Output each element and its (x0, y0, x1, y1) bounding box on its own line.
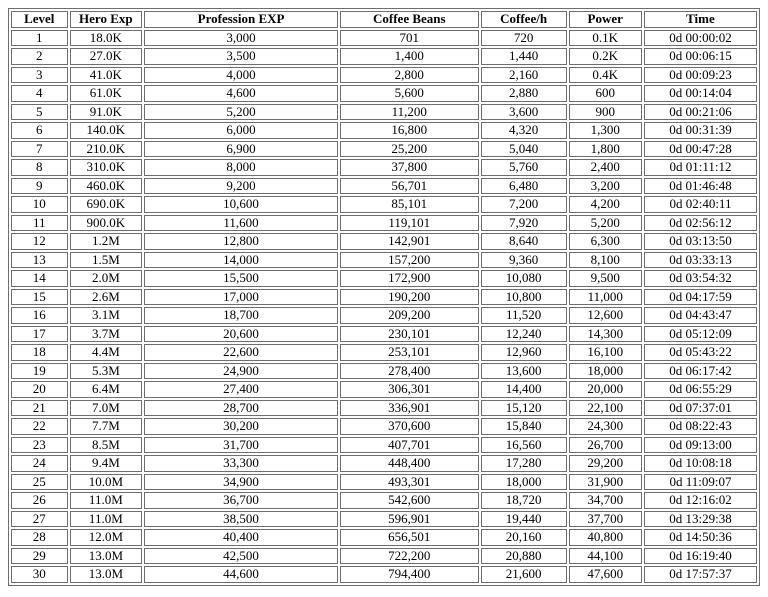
table-cell: 6 (11, 122, 68, 139)
table-cell: 7.0M (70, 400, 143, 417)
table-cell: 4,200 (569, 196, 642, 213)
table-cell: 142,901 (340, 233, 479, 250)
table-row (11, 326, 757, 343)
table-cell: 18,720 (481, 492, 567, 509)
table-cell: 0d 13:29:38 (644, 511, 757, 528)
table-cell: 7.7M (70, 418, 143, 435)
table-cell: 3.1M (70, 307, 143, 324)
table-cell: 30,200 (144, 418, 338, 435)
table-row (11, 159, 757, 176)
table-cell: 2.0M (70, 270, 143, 287)
table-cell: 10,800 (481, 289, 567, 306)
table-cell: 8,000 (144, 159, 338, 176)
table-cell: 0.1K (569, 30, 642, 47)
table-cell: 17 (11, 326, 68, 343)
column-header-time: Time (644, 11, 757, 28)
column-header-coffee-beans: Coffee Beans (340, 11, 479, 28)
table-row (11, 67, 757, 84)
table-cell: 5,600 (340, 85, 479, 102)
table-cell: 56,701 (340, 178, 479, 195)
table-cell: 0d 01:46:48 (644, 178, 757, 195)
table-row (11, 474, 757, 491)
table-cell: 140.0K (70, 122, 143, 139)
table-cell: 8,100 (569, 252, 642, 269)
table-cell: 278,400 (340, 363, 479, 380)
table-cell: 14,000 (144, 252, 338, 269)
table-cell: 0d 05:12:09 (644, 326, 757, 343)
table-cell: 1,800 (569, 141, 642, 158)
table-cell: 41.0K (70, 67, 143, 84)
table-cell: 91.0K (70, 104, 143, 121)
table-cell: 0d 09:13:00 (644, 437, 757, 454)
table-cell: 0d 05:43:22 (644, 344, 757, 361)
table-cell: 0d 14:50:36 (644, 529, 757, 546)
table-cell: 27.0K (70, 48, 143, 65)
table-cell: 36,700 (144, 492, 338, 509)
table-cell: 0d 00:06:15 (644, 48, 757, 65)
table-cell: 0d 00:31:39 (644, 122, 757, 139)
table-cell: 1,440 (481, 48, 567, 65)
table-cell: 157,200 (340, 252, 479, 269)
table-cell: 18,000 (569, 363, 642, 380)
table-cell: 0d 00:00:02 (644, 30, 757, 47)
table-row (11, 104, 757, 121)
table-cell: 0d 04:17:59 (644, 289, 757, 306)
table-cell: 37,700 (569, 511, 642, 528)
table-cell: 20,000 (569, 381, 642, 398)
table-cell: 13.0M (70, 548, 143, 565)
table-cell: 306,301 (340, 381, 479, 398)
table-cell: 15,120 (481, 400, 567, 417)
table-cell: 28 (11, 529, 68, 546)
table-row (11, 566, 757, 583)
column-header-profession-exp: Profession EXP (144, 11, 338, 28)
table-cell: 3,000 (144, 30, 338, 47)
table-row (11, 122, 757, 139)
table-cell: 27 (11, 511, 68, 528)
table-cell: 12,800 (144, 233, 338, 250)
table-cell: 0d 04:43:47 (644, 307, 757, 324)
table-cell: 13.0M (70, 566, 143, 583)
table-cell: 33,300 (144, 455, 338, 472)
table-cell: 40,800 (569, 529, 642, 546)
table-cell: 20 (11, 381, 68, 398)
table-cell: 542,600 (340, 492, 479, 509)
table-row (11, 141, 757, 158)
table-cell: 5,760 (481, 159, 567, 176)
table-cell: 10,600 (144, 196, 338, 213)
table-cell: 722,200 (340, 548, 479, 565)
table-cell: 9.4M (70, 455, 143, 472)
table-cell: 3 (11, 67, 68, 84)
table-cell: 11,600 (144, 215, 338, 232)
table-cell: 22,600 (144, 344, 338, 361)
table-row (11, 418, 757, 435)
table-cell: 0d 06:17:42 (644, 363, 757, 380)
table-cell: 0d 00:14:04 (644, 85, 757, 102)
table-cell: 701 (340, 30, 479, 47)
table-cell: 14,400 (481, 381, 567, 398)
table-cell: 16,560 (481, 437, 567, 454)
table-cell: 10,080 (481, 270, 567, 287)
table-cell: 5,040 (481, 141, 567, 158)
table-header-row (11, 11, 757, 28)
table-cell: 8.5M (70, 437, 143, 454)
table-cell: 2.6M (70, 289, 143, 306)
table-cell: 2,400 (569, 159, 642, 176)
table-cell: 12.0M (70, 529, 143, 546)
table-cell: 1.5M (70, 252, 143, 269)
table-cell: 190,200 (340, 289, 479, 306)
table-cell: 24,300 (569, 418, 642, 435)
table-cell: 5 (11, 104, 68, 121)
table-cell: 448,400 (340, 455, 479, 472)
table-cell: 596,901 (340, 511, 479, 528)
table-cell: 0d 02:56:12 (644, 215, 757, 232)
column-header-power: Power (569, 11, 642, 28)
table-cell: 12,960 (481, 344, 567, 361)
table-cell: 20,160 (481, 529, 567, 546)
table-cell: 10.0M (70, 474, 143, 491)
table-cell: 21,600 (481, 566, 567, 583)
table-row (11, 548, 757, 565)
table-cell: 0d 00:47:28 (644, 141, 757, 158)
table-cell: 30 (11, 566, 68, 583)
table-cell: 16 (11, 307, 68, 324)
table-cell: 407,701 (340, 437, 479, 454)
table-cell: 85,101 (340, 196, 479, 213)
table-cell: 38,500 (144, 511, 338, 528)
table-cell: 25,200 (340, 141, 479, 158)
table-cell: 7 (11, 141, 68, 158)
table-cell: 1,300 (569, 122, 642, 139)
table-cell: 0d 03:13:50 (644, 233, 757, 250)
table-cell: 0d 00:09:23 (644, 67, 757, 84)
table-cell: 0d 06:55:29 (644, 381, 757, 398)
table-cell: 0d 10:08:18 (644, 455, 757, 472)
table-cell: 210.0K (70, 141, 143, 158)
table-cell: 44,600 (144, 566, 338, 583)
table-row (11, 85, 757, 102)
table-cell: 4,320 (481, 122, 567, 139)
table-row (11, 289, 757, 306)
table-row (11, 270, 757, 287)
table-cell: 20,600 (144, 326, 338, 343)
table-cell: 172,900 (340, 270, 479, 287)
table-cell: 1.2M (70, 233, 143, 250)
table-cell: 0d 17:57:37 (644, 566, 757, 583)
table-row (11, 529, 757, 546)
table-cell: 21 (11, 400, 68, 417)
table-cell: 29 (11, 548, 68, 565)
table-cell: 3,500 (144, 48, 338, 65)
table-cell: 47,600 (569, 566, 642, 583)
table-cell: 209,200 (340, 307, 479, 324)
table-cell: 11 (11, 215, 68, 232)
table-cell: 493,301 (340, 474, 479, 491)
table-cell: 310.0K (70, 159, 143, 176)
table-cell: 1,400 (340, 48, 479, 65)
table-cell: 19 (11, 363, 68, 380)
table-cell: 7,920 (481, 215, 567, 232)
table-cell: 26 (11, 492, 68, 509)
table-cell: 23 (11, 437, 68, 454)
table-cell: 25 (11, 474, 68, 491)
table-cell: 0d 11:09:07 (644, 474, 757, 491)
table-cell: 11,520 (481, 307, 567, 324)
table-cell: 18,000 (481, 474, 567, 491)
table-cell: 2,800 (340, 67, 479, 84)
table-cell: 0d 00:21:06 (644, 104, 757, 121)
table-cell: 12,600 (569, 307, 642, 324)
table-row (11, 492, 757, 509)
table-cell: 794,400 (340, 566, 479, 583)
table-cell: 2 (11, 48, 68, 65)
table-cell: 1 (11, 30, 68, 47)
table-cell: 12 (11, 233, 68, 250)
table-row (11, 48, 757, 65)
table-cell: 6,900 (144, 141, 338, 158)
table-cell: 18,700 (144, 307, 338, 324)
table-cell: 20,880 (481, 548, 567, 565)
table-row (11, 30, 757, 47)
table-cell: 4,000 (144, 67, 338, 84)
table-cell: 15,500 (144, 270, 338, 287)
table-cell: 9,200 (144, 178, 338, 195)
table-row (11, 215, 757, 232)
table-cell: 720 (481, 30, 567, 47)
table-row (11, 437, 757, 454)
table-cell: 13 (11, 252, 68, 269)
table-row (11, 252, 757, 269)
table-cell: 9 (11, 178, 68, 195)
table-cell: 370,600 (340, 418, 479, 435)
table-cell: 42,500 (144, 548, 338, 565)
column-header-level: Level (11, 11, 68, 28)
table-cell: 34,700 (569, 492, 642, 509)
table-cell: 9,500 (569, 270, 642, 287)
table-row (11, 344, 757, 361)
table-cell: 5,200 (569, 215, 642, 232)
table-cell: 24,900 (144, 363, 338, 380)
table-cell: 4 (11, 85, 68, 102)
table-body (11, 30, 757, 583)
table-cell: 9,360 (481, 252, 567, 269)
table-cell: 4,600 (144, 85, 338, 102)
table-cell: 14 (11, 270, 68, 287)
table-cell: 0d 08:22:43 (644, 418, 757, 435)
table-row (11, 511, 757, 528)
table-cell: 900 (569, 104, 642, 121)
table-cell: 37,800 (340, 159, 479, 176)
table-cell: 0d 02:40:11 (644, 196, 757, 213)
table-row (11, 381, 757, 398)
table-cell: 27,400 (144, 381, 338, 398)
table-cell: 6.4M (70, 381, 143, 398)
table-cell: 10 (11, 196, 68, 213)
table-cell: 656,501 (340, 529, 479, 546)
table-row (11, 196, 757, 213)
level-progression-table (8, 8, 760, 586)
table-cell: 18 (11, 344, 68, 361)
table-cell: 0d 07:37:01 (644, 400, 757, 417)
table-cell: 0d 01:11:12 (644, 159, 757, 176)
table-cell: 24 (11, 455, 68, 472)
table-cell: 17,000 (144, 289, 338, 306)
table-cell: 22,100 (569, 400, 642, 417)
table-cell: 0d 03:33:13 (644, 252, 757, 269)
table-row (11, 400, 757, 417)
table-cell: 34,900 (144, 474, 338, 491)
table-cell: 0d 12:16:02 (644, 492, 757, 509)
table-cell: 19,440 (481, 511, 567, 528)
table-cell: 6,300 (569, 233, 642, 250)
table-cell: 600 (569, 85, 642, 102)
table-cell: 17,280 (481, 455, 567, 472)
table-cell: 3,600 (481, 104, 567, 121)
table-cell: 0d 03:54:32 (644, 270, 757, 287)
table-cell: 15,840 (481, 418, 567, 435)
table-cell: 460.0K (70, 178, 143, 195)
table-cell: 3.7M (70, 326, 143, 343)
table-cell: 0.2K (569, 48, 642, 65)
table-cell: 26,700 (569, 437, 642, 454)
table-row (11, 455, 757, 472)
table-cell: 61.0K (70, 85, 143, 102)
column-header-coffee-per-h: Coffee/h (481, 11, 567, 28)
table-cell: 11.0M (70, 492, 143, 509)
table-cell: 11,000 (569, 289, 642, 306)
table-cell: 5,200 (144, 104, 338, 121)
table-cell: 16,100 (569, 344, 642, 361)
table-cell: 900.0K (70, 215, 143, 232)
column-header-hero-exp: Hero Exp (70, 11, 143, 28)
table-cell: 40,400 (144, 529, 338, 546)
table-cell: 22 (11, 418, 68, 435)
table-cell: 253,101 (340, 344, 479, 361)
table-cell: 8,640 (481, 233, 567, 250)
table-cell: 5.3M (70, 363, 143, 380)
table-cell: 6,480 (481, 178, 567, 195)
table-cell: 690.0K (70, 196, 143, 213)
table-row (11, 233, 757, 250)
table-row (11, 307, 757, 324)
table-cell: 7,200 (481, 196, 567, 213)
table-cell: 44,100 (569, 548, 642, 565)
table-cell: 4.4M (70, 344, 143, 361)
table-cell: 0d 16:19:40 (644, 548, 757, 565)
table-row (11, 178, 757, 195)
table-cell: 28,700 (144, 400, 338, 417)
table-cell: 2,160 (481, 67, 567, 84)
table-cell: 0.4K (569, 67, 642, 84)
table-cell: 8 (11, 159, 68, 176)
table-cell: 29,200 (569, 455, 642, 472)
table-cell: 16,800 (340, 122, 479, 139)
table-cell: 336,901 (340, 400, 479, 417)
table-cell: 31,700 (144, 437, 338, 454)
table-cell: 11.0M (70, 511, 143, 528)
table-cell: 2,880 (481, 85, 567, 102)
table-row (11, 363, 757, 380)
table-cell: 14,300 (569, 326, 642, 343)
table-cell: 119,101 (340, 215, 479, 232)
table-cell: 12,240 (481, 326, 567, 343)
table-cell: 18.0K (70, 30, 143, 47)
table-cell: 13,600 (481, 363, 567, 380)
table-cell: 6,000 (144, 122, 338, 139)
table-cell: 3,200 (569, 178, 642, 195)
table-cell: 11,200 (340, 104, 479, 121)
table-cell: 31,900 (569, 474, 642, 491)
table-cell: 15 (11, 289, 68, 306)
table-cell: 230,101 (340, 326, 479, 343)
